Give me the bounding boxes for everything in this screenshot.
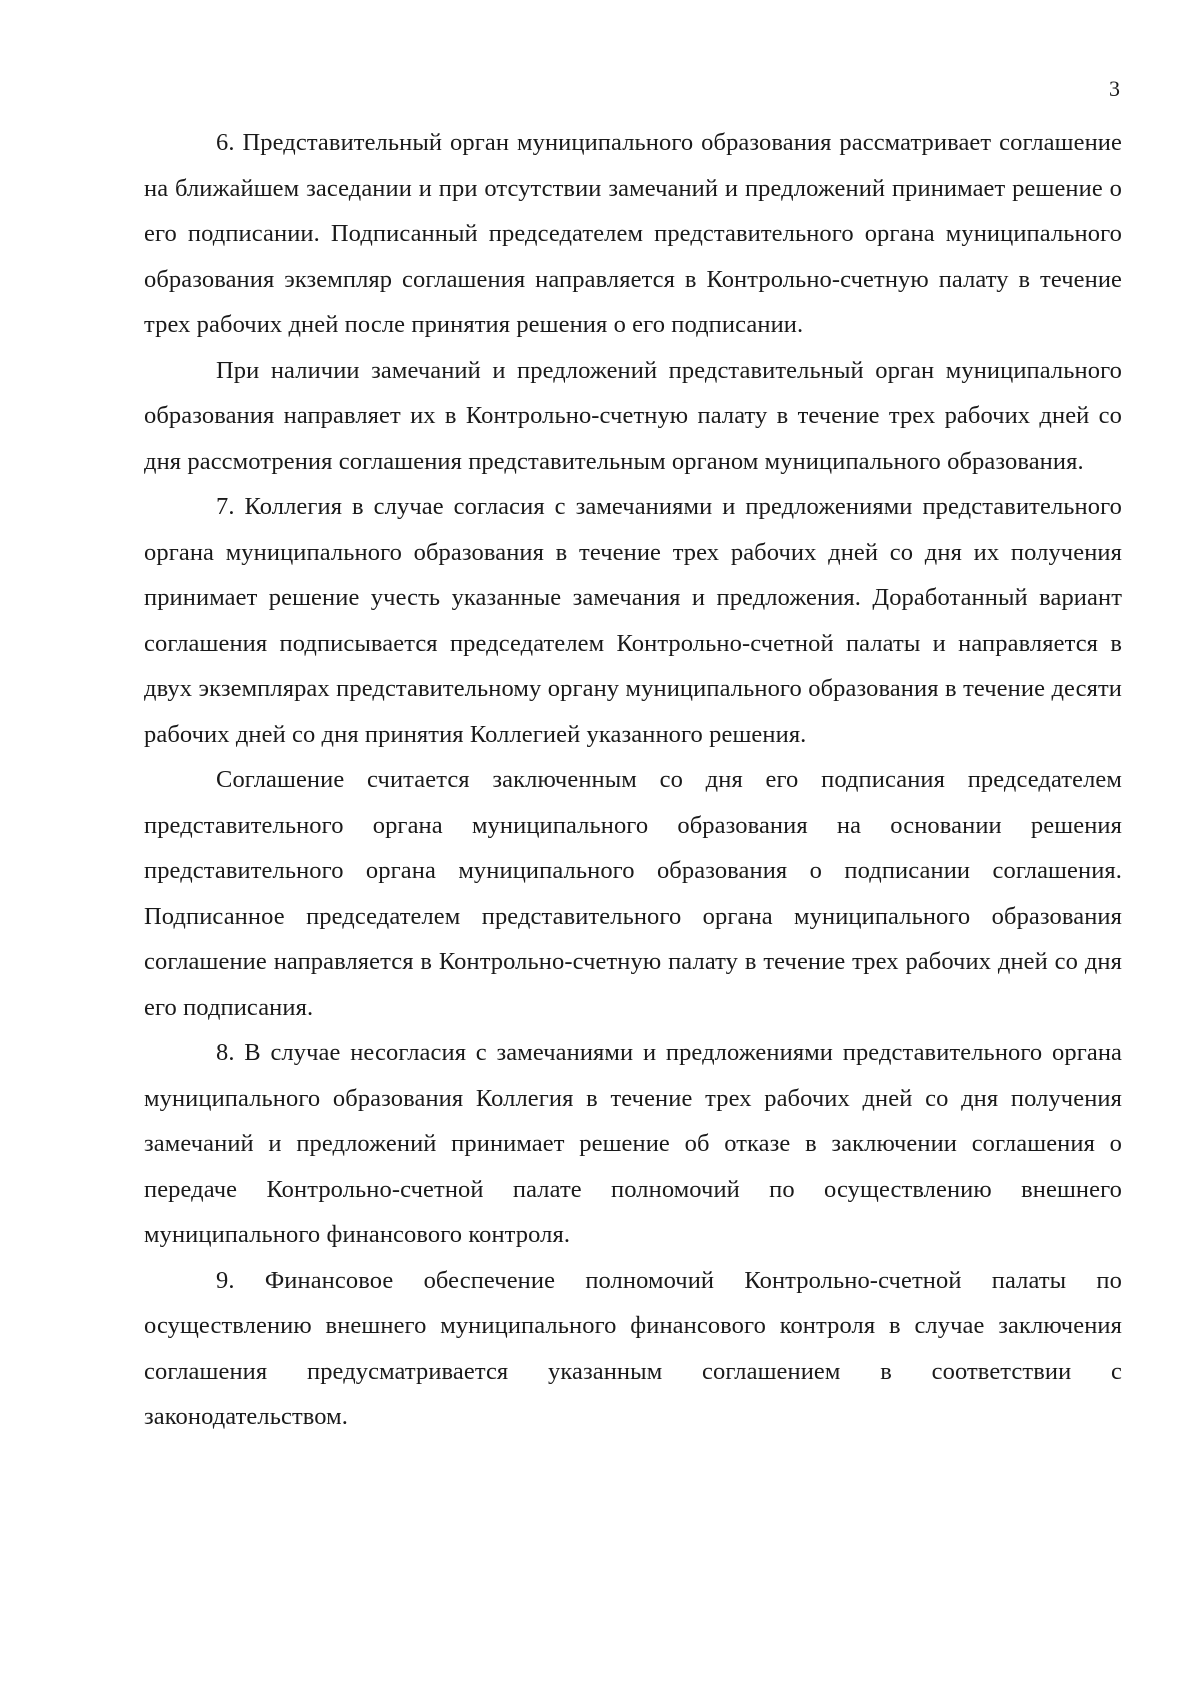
document-body xyxy=(144,120,1122,1440)
page-number: 3 xyxy=(1109,76,1120,101)
paragraph-item-8: 8. В случае несогласия с замечаниями и предложениями представительного органа муниципального образования Коллегия в течение трех рабочих дней со дня получения замечаний и предложений принимает решение об отказе в заключении соглашения о передаче Контрольно-счетной палате полномочий по осуществлению внешнего муниципального финансового контроля. xyxy=(144,1039,1122,1248)
paragraph-item-9: 9. Финансовое обеспечение полномочий Контрольно-счетной палаты по осуществлению внешнего муниципального финансового контроля в случае заключения соглашения предусматривается указанным соглашением в соответствии с законодательством. xyxy=(144,1266,1122,1430)
paragraph-remarks: При наличии замечаний и предложений представительный орган муниципального образования направляет их в Контрольно-счетную палату в течение трех рабочих дней со дня рассмотрения соглашения представительным органом муниципального образования. xyxy=(144,356,1122,475)
paragraph-agreement-concluded: Соглашение считается заключенным со дня его подписания председателем представительного органа муниципального образования на основании решения представительного органа муниципального образования о подписании соглашения. Подписанное председателем представительного органа муниципального образования соглашение направляется в Контрольно-счетную палату в течение трех рабочих дней со дня его подписания. xyxy=(144,766,1122,1021)
paragraph-item-7: 7. Коллегия в случае согласия с замечаниями и предложениями представительного органа муниципального образования в течение трех рабочих дней со дня их получения принимает решение учесть указанные замечания и предложения. Доработанный вариант соглашения подписывается председателем Контрольно-счетной палаты и направляется в двух экземплярах представительному органу муниципального образования в течение десяти рабочих дней со дня принятия Коллегией указанного решения. xyxy=(144,493,1122,748)
paragraph-item-6: 6. Представительный орган муниципального образования рассматривает соглашение на ближайшем заседании и при отсутствии замечаний и предложений принимает решение о его подписании. Подписанный председателем представительного органа муниципального образования экземпляр соглашения направляется в Контрольно-счетную палату в течение трех рабочих дней после принятия решения о его подписании. xyxy=(144,129,1122,338)
